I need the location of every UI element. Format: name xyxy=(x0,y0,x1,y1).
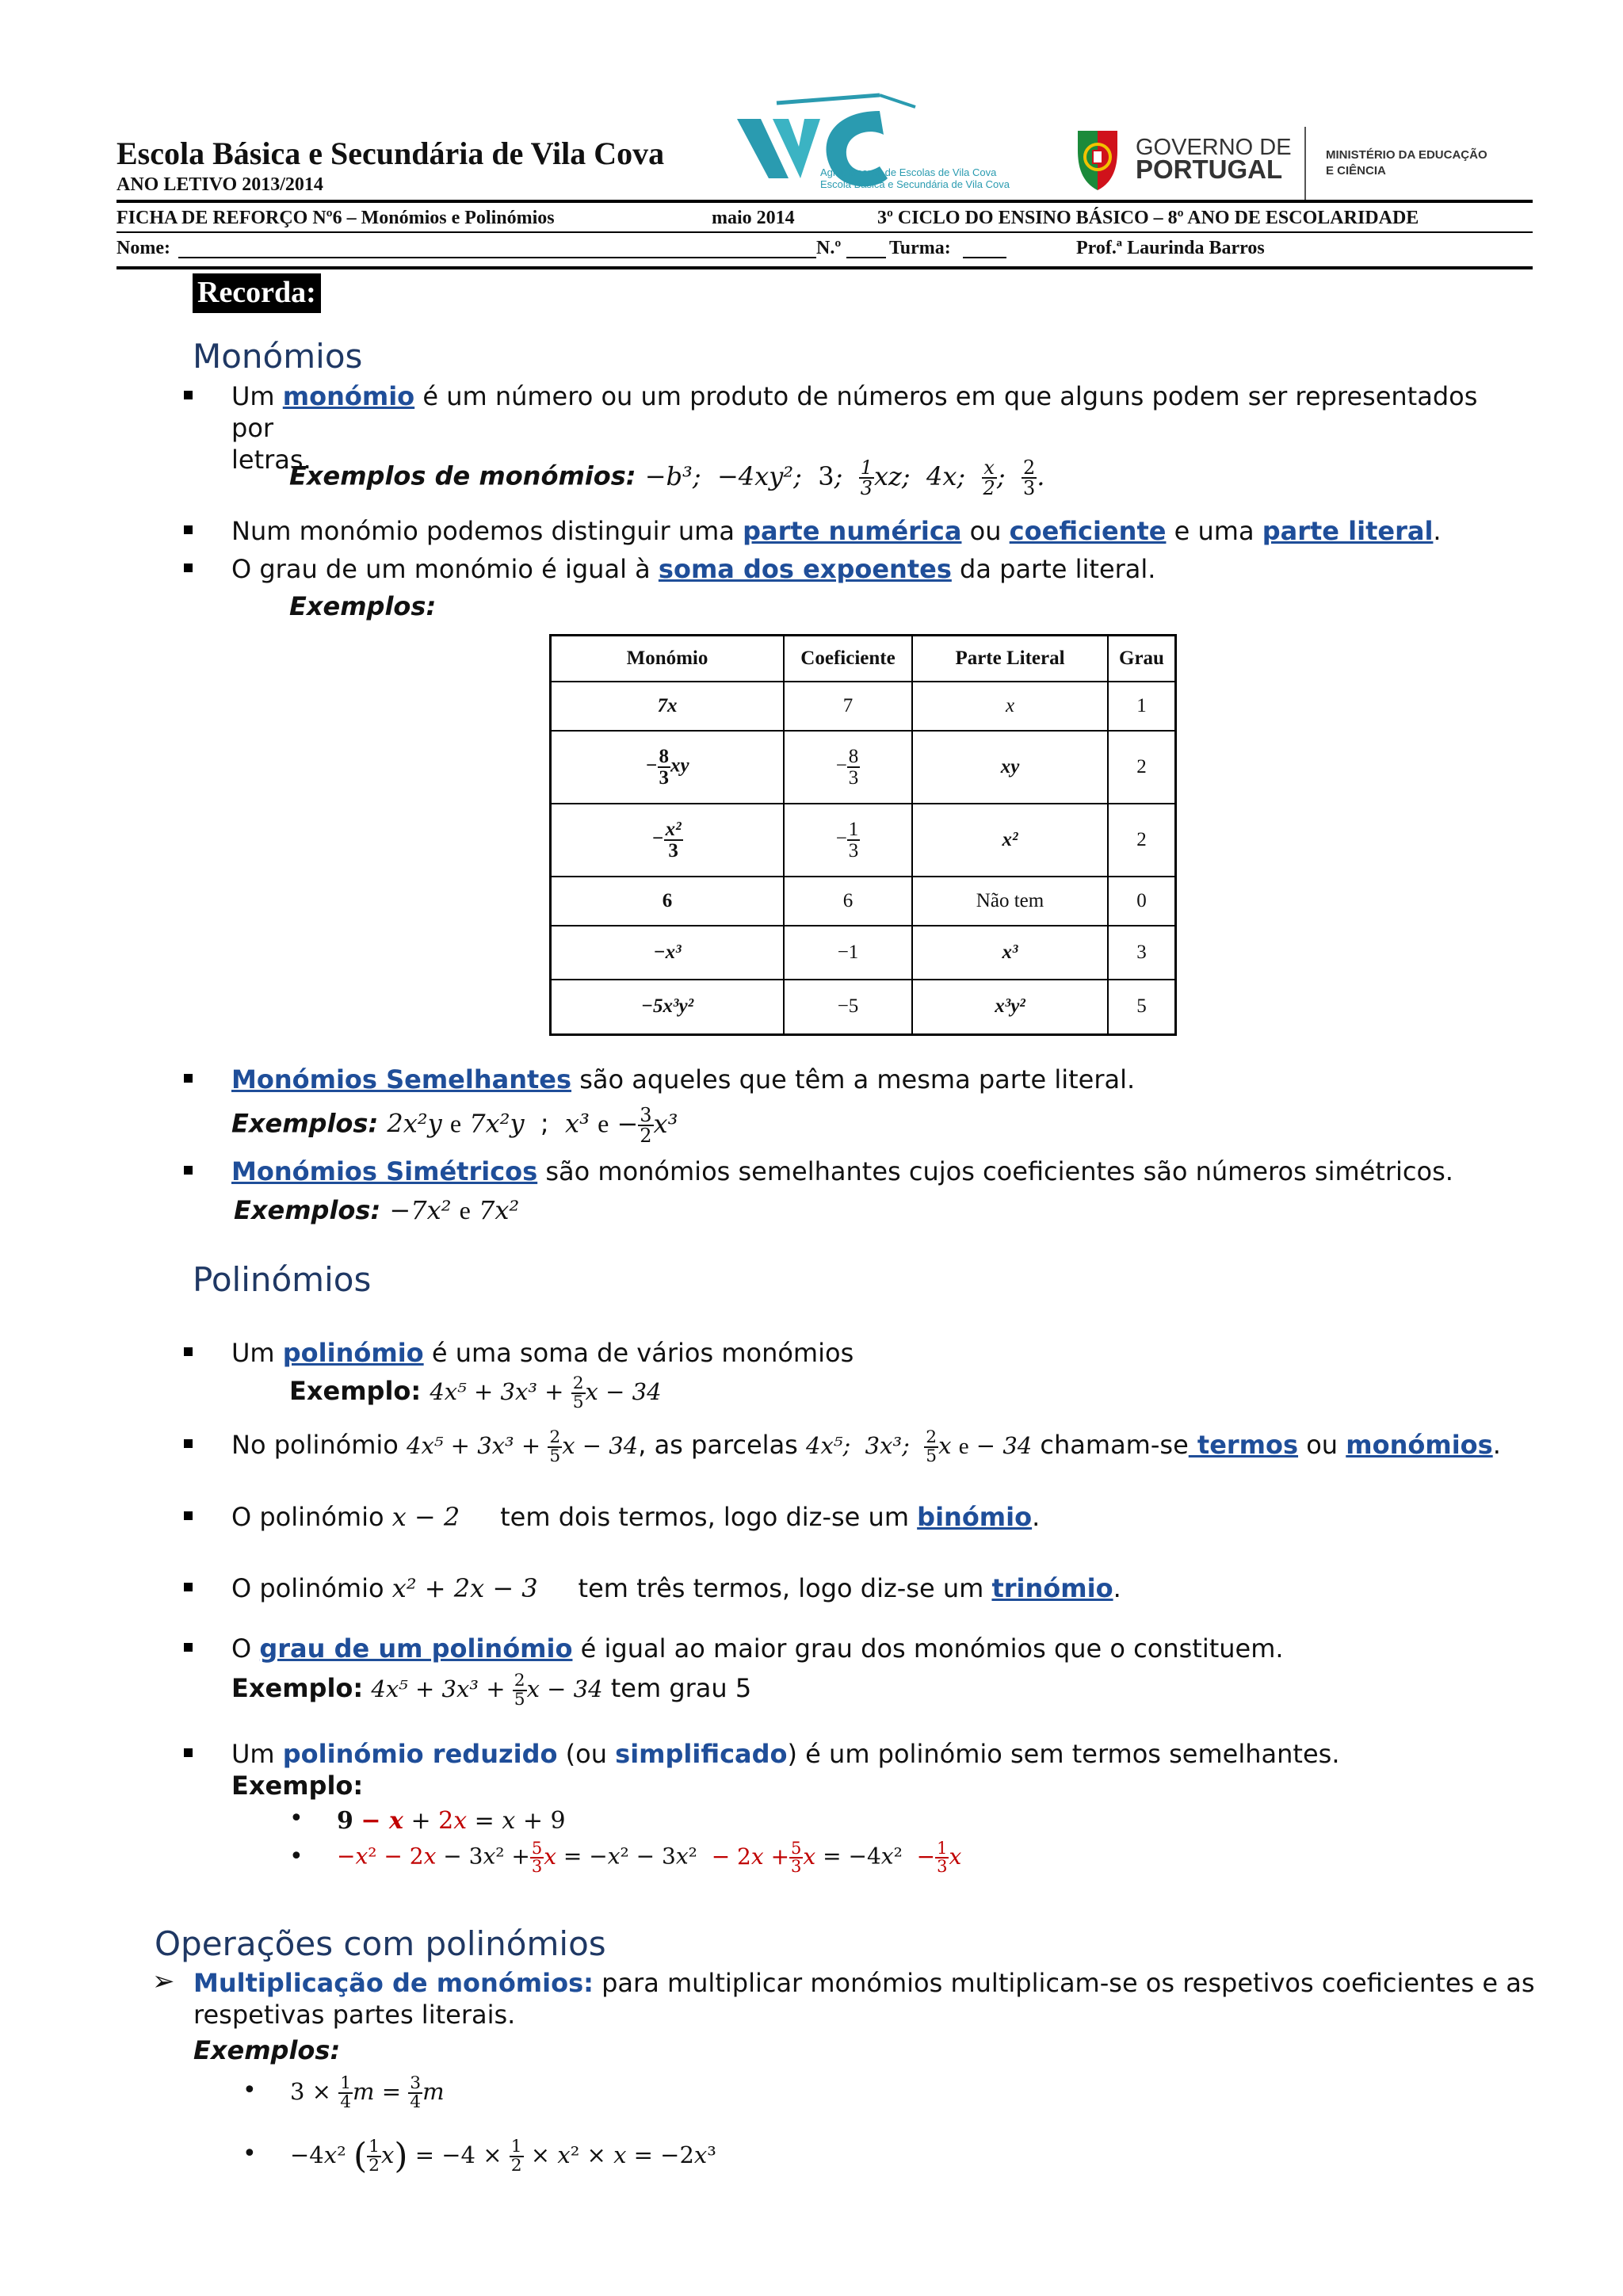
school-cycle: 3º CICLO DO ENSINO BÁSICO – 8º ANO DE ESCOLARIDADE xyxy=(877,208,1419,228)
ministry-line-1: MINISTÉRIO DA EDUCAÇÃO xyxy=(1326,148,1487,162)
monomial-table xyxy=(549,634,1177,1036)
monomios-semelhantes: Monómios Semelhantes são aqueles que têm a mesma parte literal. xyxy=(231,1064,1136,1095)
name-field[interactable] xyxy=(178,257,816,258)
table-cell-coef: − $\frac{1}{3}$ xyxy=(784,804,912,877)
header-rule-bottom xyxy=(116,266,1533,269)
svg-text:Agrupamento de Escolas de Vila: Agrupamento de Escolas de Vila Cova xyxy=(820,166,997,178)
bullet-icon xyxy=(184,1166,193,1175)
number-label: N.º xyxy=(816,238,842,258)
bullet-dot-icon: • xyxy=(289,1843,304,1870)
link-termos[interactable]: termos xyxy=(1188,1430,1299,1460)
bullet-icon xyxy=(184,391,193,399)
mult-example-2: −4x² ( $\frac{1}{2}$ x) = −4 × $\frac{1}{2}$ × x² × x = −2x³ xyxy=(290,2135,716,2176)
link-coeficiente[interactable]: coeficiente xyxy=(1009,516,1167,546)
school-logo xyxy=(729,87,1022,198)
arrow-bullet-icon: ➢ xyxy=(152,1966,175,1997)
table-row: 7x 7 x 1 xyxy=(551,682,1176,731)
monomio-examples: Exemplos de monómios: −b³; −4xy²; 3; $\frac{1}{3}$ xz; 4x; $\frac{x}{2}$ ; $\frac{2}{3}$ . xyxy=(289,457,1045,499)
monomio-degree: O grau de um monómio é igual à soma dos expoentes da parte literal. xyxy=(231,554,1156,584)
class-label: Turma: xyxy=(889,238,951,258)
mult-example-1: 3 × $\frac{1}{4}$ m = $\frac{3}{4}$ m xyxy=(290,2073,445,2112)
bullet-icon xyxy=(184,1511,193,1520)
link-grau-de-um-polinomio[interactable]: grau de um polinómio xyxy=(259,1633,573,1664)
link-trinomio[interactable]: trinómio xyxy=(991,1573,1113,1603)
table-header: Coeficiente xyxy=(784,636,912,682)
bullet-icon xyxy=(184,1347,193,1356)
link-parte-numerica[interactable]: parte numérica xyxy=(743,516,962,546)
polinomio-terms: No polinómio 4x⁵ + 3x³ + $\frac{2}{5}$ x − 34, as parcelas 4x⁵; 3x³; $\frac{2}{5}$ x e − 34 chamam-se termos ou monómios. xyxy=(231,1427,1501,1466)
monomio-definition: Um monómio é um número ou um produto de números em que alguns podem ser representados por letras. xyxy=(231,381,1478,475)
bullet-icon xyxy=(184,1583,193,1591)
teacher-name: Prof.ª Laurinda Barros xyxy=(1076,238,1265,258)
link-monomios[interactable]: monómios xyxy=(1346,1430,1493,1460)
trinomio-text: O polinómio x² + 2x − 3 tem três termos, logo diz-se um trinómio. xyxy=(231,1573,1121,1603)
bullet-dot-icon: • xyxy=(242,2140,257,2168)
bullet-dot-icon: • xyxy=(289,1805,304,1832)
link-monomios-simetricos[interactable]: Monómios Simétricos xyxy=(231,1156,538,1186)
table-row: − $\frac{\text{x²}}{3}$ − $\frac{1}{3}$ x² 2 xyxy=(551,804,1176,877)
class-field[interactable] xyxy=(963,257,1006,258)
section-title-operacoes: Operações com polinómios xyxy=(155,1924,606,1963)
bullet-icon xyxy=(184,1643,193,1652)
table-cell-monomio: − $\frac{\text{x²}}{3}$ xyxy=(551,804,785,877)
school-name: Escola Básica e Secundária de Vila Cova xyxy=(116,136,665,171)
link-polinomio[interactable]: polinómio xyxy=(282,1338,424,1368)
operacoes-examples-label: Exemplos: xyxy=(193,2035,341,2065)
table-cell-monomio: 7x xyxy=(551,682,785,731)
multiplicacao-text: Multiplicação de monómios: para multiplicar monómios multiplicam-se os respetivos coeficientes e as respetivas partes literais. xyxy=(193,1968,1535,2030)
grau-polinomio-text: O grau de um polinómio é igual ao maior grau dos monómios que o constituem. xyxy=(231,1633,1284,1664)
reduzido-example-label: Exemplo: xyxy=(231,1771,364,1801)
bullet-icon xyxy=(184,1074,193,1083)
link-soma-dos-expoentes[interactable]: soma dos expoentes xyxy=(658,554,952,584)
table-row: − $\frac{8}{3}$ xy − $\frac{8}{3}$ xy 2 xyxy=(551,731,1176,804)
table-header: Parte Literal xyxy=(912,636,1108,682)
polinomio-reduzido-text: Um polinómio reduzido (ou simplificado) é um polinómio sem termos semelhantes. xyxy=(231,1739,1340,1769)
bullet-icon xyxy=(184,525,193,534)
reduzido-example-1: 9 − x + 2x = x + 9 xyxy=(337,1807,566,1835)
ministry-line-2: E CIÊNCIA xyxy=(1326,164,1386,178)
polinomio-definition: Um polinómio é uma soma de vários monómios xyxy=(231,1338,854,1368)
header-rule-top xyxy=(116,200,1533,203)
table-row: −5x³y² −5 x³y² 5 xyxy=(551,980,1176,1035)
table-header: Grau xyxy=(1108,636,1176,682)
section-title-monomios: Monómios xyxy=(193,337,363,376)
header-rule-mid xyxy=(116,231,1533,233)
link-monomios-semelhantes[interactable]: Monómios Semelhantes xyxy=(231,1064,572,1095)
semelhantes-examples: Exemplos: 2x²y e 7x²y ; x³ e − $\frac{3}{2}$ x³ xyxy=(231,1104,678,1147)
binomio-text: O polinómio x − 2 tem dois termos, logo diz-se um binómio. xyxy=(231,1502,1041,1532)
table-row: 6 6 Não tem 0 xyxy=(551,877,1176,926)
bullet-dot-icon: • xyxy=(242,2076,257,2104)
gov-line-1: GOVERNO DE xyxy=(1136,135,1292,160)
worksheet-date: maio 2014 xyxy=(712,208,795,228)
examples-label: Exemplos: xyxy=(289,591,437,621)
logo-divider xyxy=(1304,127,1306,200)
bullet-icon xyxy=(184,563,193,572)
simetricos-examples: Exemplos: −7x² e 7x² xyxy=(234,1195,520,1225)
gov-line-2: PORTUGAL xyxy=(1136,155,1283,184)
grau-polinomio-example: Exemplo: 4x⁵ + 3x³ + $\frac{2}{5}$ x − 34 tem grau 5 xyxy=(231,1671,752,1710)
table-header: Monómio xyxy=(551,636,785,682)
name-label: Nome: xyxy=(116,238,170,258)
section-title-polinomios: Polinómios xyxy=(193,1260,372,1299)
table-row: −x³ −1 x³ 3 xyxy=(551,926,1176,980)
portugal-emblem-icon xyxy=(1074,127,1121,194)
table-cell-monomio: − $\frac{8}{3}$ xy xyxy=(551,731,785,804)
table-cell-coef: − $\frac{8}{3}$ xyxy=(784,731,912,804)
recorda-label: Recorda: xyxy=(193,273,321,313)
monomios-simetricos: Monómios Simétricos são monómios semelhantes cujos coeficientes são números simétricos. xyxy=(231,1156,1453,1186)
link-parte-literal[interactable]: parte literal xyxy=(1262,516,1434,546)
number-field[interactable] xyxy=(846,257,886,258)
bullet-icon xyxy=(184,1439,193,1448)
link-binomio[interactable]: binómio xyxy=(917,1502,1033,1532)
monomio-parts: Num monómio podemos distinguir uma parte numérica ou coeficiente e uma parte literal. xyxy=(231,516,1442,546)
polinomio-example: Exemplo: 4x⁵ + 3x³ + $\frac{2}{5}$ x − 34 xyxy=(289,1373,662,1412)
bullet-icon xyxy=(184,1748,193,1757)
worksheet-title: FICHA DE REFORÇO Nº6 – Monómios e Polinómios xyxy=(116,208,555,228)
svg-text:Escola Básica e Secundária de: Escola Básica e Secundária de Vila Cova xyxy=(820,178,1010,190)
link-monomio[interactable]: monómio xyxy=(282,381,415,411)
school-year: ANO LETIVO 2013/2014 xyxy=(116,174,323,195)
reduzido-example-2: −x² − 2x − 3x² + $\frac{5}{3}$ x = −x² − 3x² − 2x + $\frac{5}{3}$ x = −4x² − $\frac{1}{3}$ x xyxy=(337,1839,962,1876)
